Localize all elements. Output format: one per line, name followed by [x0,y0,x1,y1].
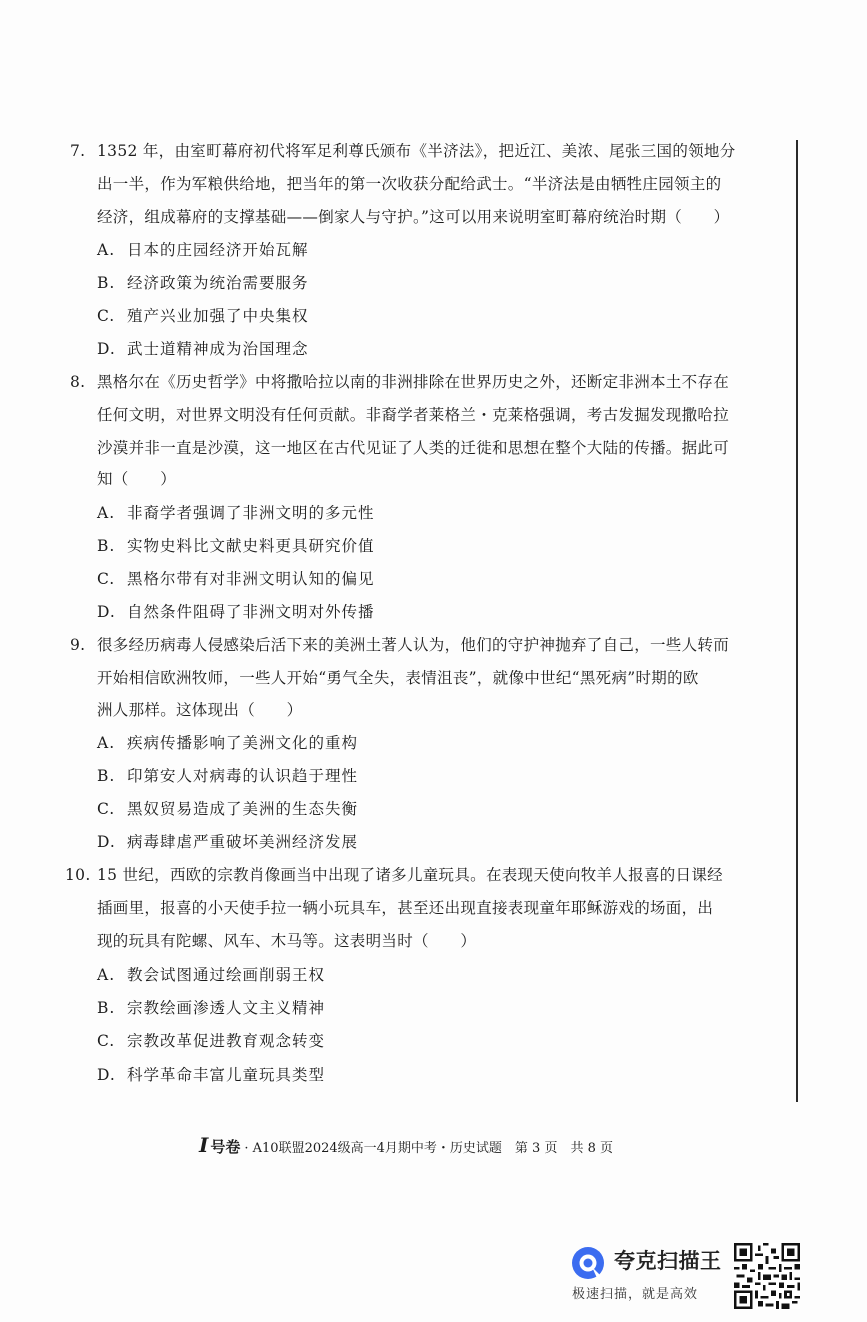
margin-rule [796,140,798,1102]
question-number: 10. [65,866,91,884]
question-stem-line: 知（ ） [97,470,177,488]
scanner-title: 夸克扫描王 [614,1249,722,1273]
question-stem-line: 开始相信欧洲牧师，一些人开始“勇气全失，表情沮丧”，就像中世纪“黑死病”时期的欧 [97,669,699,687]
option-b: B. 实物史料比文献史料更具研究价值 [97,537,375,555]
option-b: B. 印第安人对病毒的认识趋于理性 [97,767,359,785]
scanner-slogan: 极速扫描，就是高效 [572,1287,699,1302]
option-c: C. 黑奴贸易造成了美洲的生态失衡 [97,800,359,818]
question-stem-line: 出一半，作为军粮供给地，把当年的第一次收获分配给武士。“半济法是由牺牲庄园领主的 [97,175,722,193]
option-c: C. 黑格尔带有对非洲文明认知的偏见 [97,570,375,588]
question-stem-line: 7. 1352 年，由室町幕府初代将军足利尊氏颁布《半济法》，把近江、美浓、尾张三国的领地分 [70,142,736,160]
exam-logo-mark: I [199,1133,209,1157]
question-stem-line: 插画里，报喜的小天使手拉一辆小玩具车，甚至还出现直接表现童年耶稣游戏的场面，出 [97,899,714,917]
option-c: C. 殖产兴业加强了中央集权 [97,307,309,325]
option-d: D. 病毒肆虐严重破坏美洲经济发展 [97,833,359,851]
question-number: 9. [70,636,86,654]
option-a: A. 日本的庄园经济开始瓦解 [97,241,309,259]
question-number: 8. [70,373,86,391]
option-b: B. 宗教绘画渗透人文主义精神 [97,999,326,1017]
question-stem-line: 洲人那样。这体现出（ ） [97,701,303,719]
option-b: B. 经济政策为统治需要服务 [97,274,309,292]
scanner-watermark [570,1244,730,1312]
footer-text: · A10联盟2024级高一4月期中考・历史试题 第 3 页 共 8 页 [244,1141,613,1156]
option-c: C. 宗教改革促进教育观念转变 [97,1032,326,1050]
option-d: D. 武士道精神成为治国理念 [97,340,309,358]
option-d: D. 科学革命丰富儿童玩具类型 [97,1066,326,1084]
question-stem-line: 8. 黑格尔在《历史哲学》中将撒哈拉以南的非洲排除在世界历史之外，还断定非洲本土不存在 [70,373,730,391]
qr-code [734,1243,800,1309]
page-footer [199,1135,613,1159]
option-a: A. 疾病传播影响了美洲文化的重构 [97,734,359,752]
quark-logo-icon [570,1245,606,1281]
question-stem-line: 任何文明，对世界文明没有任何贡献。非裔学者莱格兰・克莱格强调，考古发掘发现撒哈拉 [97,406,730,424]
option-a: A. 非裔学者强调了非洲文明的多元性 [97,504,375,522]
exam-logo-text: 号卷 [210,1138,241,1156]
question-stem-line: 9. 很多经历病毒人侵感染后活下来的美洲土著人认为，他们的守护神抛弃了自己，一些人转而 [70,636,730,654]
question-stem-line: 经济，组成幕府的支撑基础——倒家人与守护。”这可以用来说明室町幕府统治时期（ ） [97,208,730,226]
question-number: 7. [70,142,86,160]
question-stem-line: 10. 15 世纪，西欧的宗教肖像画当中出现了诸多儿童玩具。在表现天使向牧羊人报喜的日课经 [65,866,723,884]
option-d: D. 自然条件阻碍了非洲文明对外传播 [97,603,375,621]
option-a: A. 教会试图通过绘画削弱王权 [97,966,326,984]
question-stem-line: 现的玩具有陀螺、风车、木马等。这表明当时（ ） [97,932,477,950]
question-stem-line: 沙漠并非一直是沙漠，这一地区在古代见证了人类的迁徙和思想在整个大陆的传播。据此可 [97,439,730,457]
